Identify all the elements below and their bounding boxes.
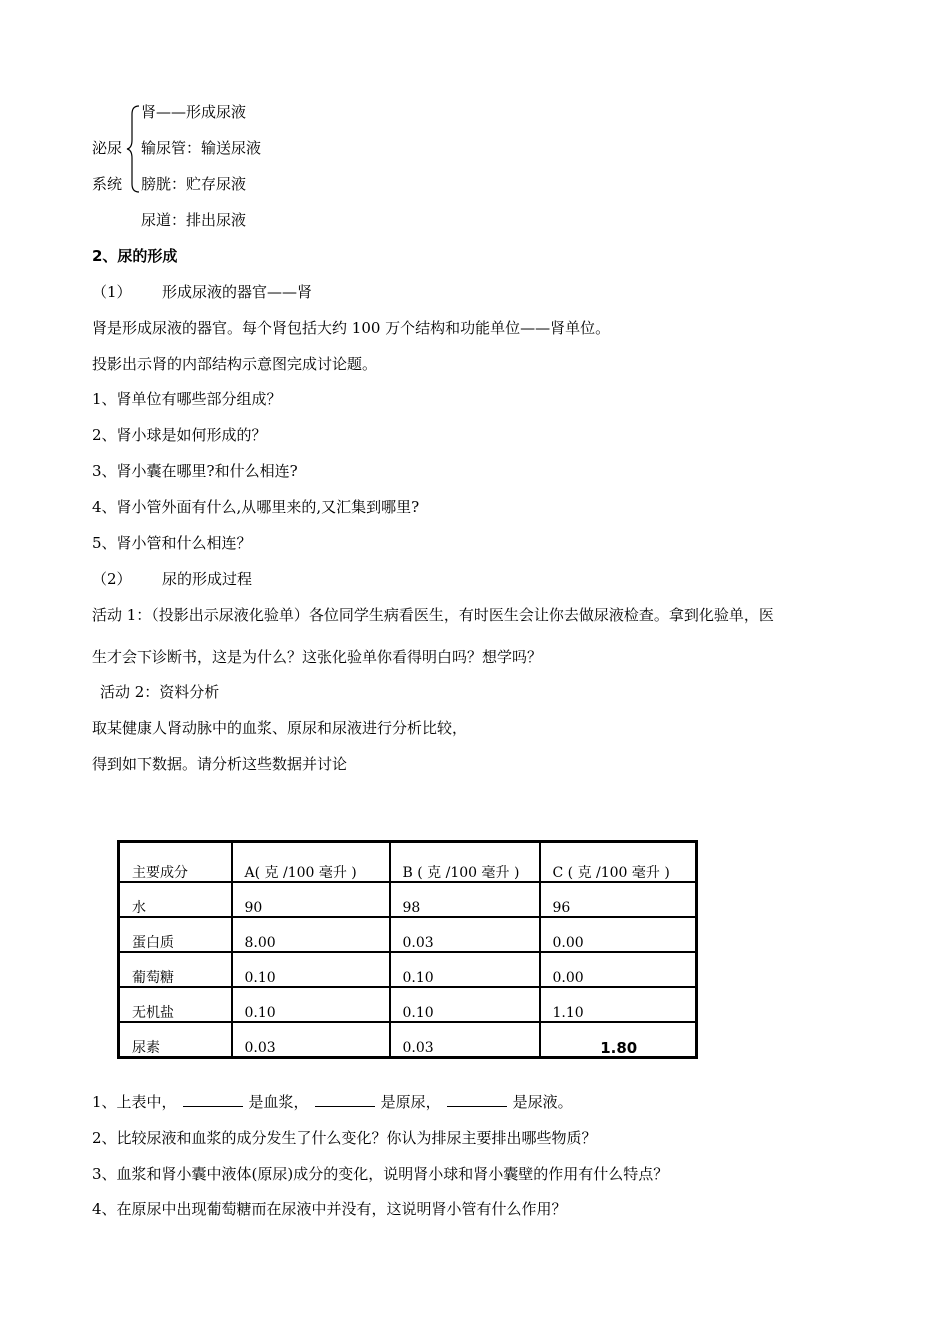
paragraph-projection: 投影出示肾的内部结构示意图完成讨论题。 [92, 355, 378, 373]
diagram-left-label-1: 泌尿 [92, 139, 123, 157]
curly-brace-icon [126, 104, 140, 194]
table-cell: 0.03 [232, 1022, 390, 1058]
table-cell: 尿素 [119, 1022, 232, 1058]
question-2: 2、肾小球是如何形成的？ [92, 426, 267, 444]
question-3: 3、肾小囊在哪里?和什么相连? [92, 462, 298, 480]
table-cell: 0.10 [232, 987, 390, 1022]
table-cell: 98 [390, 882, 540, 917]
diagram-left-label-2: 系统 [92, 175, 123, 193]
table-row [119, 952, 697, 987]
analysis-line-1: 取某健康人肾动脉中的血浆、原尿和尿液进行分析比较， [92, 719, 468, 737]
post-question-3: 3、血浆和肾小囊中液体(原尿)成分的变化，说明肾小球和肾小囊壁的作用有什么特点？ [92, 1165, 669, 1183]
table-cell: 葡萄糖 [119, 952, 232, 987]
table-cell-value: 1.80 [600, 1039, 638, 1057]
post-question-2: 2、比较尿液和血浆的成分发生了什么变化？你认为排尿主要排出哪些物质？ [92, 1129, 597, 1147]
table-cell: 90 [232, 882, 390, 917]
analysis-line-2: 得到如下数据。请分析这些数据并讨论 [92, 755, 348, 773]
table-cell: 蛋白质 [119, 917, 232, 952]
table-cell: 1.10 [540, 987, 697, 1022]
question-1: 1、肾单位有哪些部分组成？ [92, 390, 282, 408]
table-cell: 96 [540, 882, 697, 917]
table-cell: 无机盐 [119, 987, 232, 1022]
sub1-number: （1） [92, 283, 132, 301]
table-row [119, 1022, 697, 1058]
table-cell: 0.10 [390, 987, 540, 1022]
post-question-1-prefix: 1、上表中， [92, 1093, 177, 1111]
table-header-cell: B ( 克 /100 毫升 ) [390, 842, 540, 883]
sub1-title: 形成尿液的器官——肾 [162, 283, 313, 301]
post-question-1-a: 是血浆， [248, 1093, 309, 1111]
table-cell: 0.10 [232, 952, 390, 987]
table-cell: 0.03 [390, 917, 540, 952]
table-header-cell: A( 克 /100 毫升 ) [232, 842, 390, 883]
post-question-1-b: 是原尿， [380, 1093, 441, 1111]
table-cell: 0.00 [540, 952, 697, 987]
answer-blank-b [315, 1092, 375, 1107]
table-cell: 水 [119, 882, 232, 917]
diagram-item-kidney: 肾——形成尿液 [141, 103, 247, 121]
table-cell: 0.10 [390, 952, 540, 987]
table-header-cell: C ( 克 /100 毫升 ) [540, 842, 697, 883]
table-header-row [119, 842, 697, 883]
post-question-1-c: 是尿液。 [512, 1093, 573, 1111]
post-question-1 [92, 1092, 573, 1112]
table-cell [540, 1022, 697, 1058]
table-row [119, 917, 697, 952]
question-5: 5、肾小管和什么相连？ [92, 534, 252, 552]
question-4: 4、肾小管外面有什么,从哪里来的,又汇集到哪里? [92, 498, 420, 516]
section-heading: 2、尿的形成 [92, 247, 178, 265]
answer-blank-c [447, 1092, 507, 1107]
post-question-4: 4、在原尿中出现葡萄糖而在尿液中并没有，这说明肾小管有什么作用？ [92, 1200, 567, 1218]
table-row [119, 882, 697, 917]
sub2-number: （2） [92, 570, 132, 588]
activity1-line-1: 活动 1：（投影出示尿液化验单）各位同学生病看医生，有时医生会让你去做尿液检查。拿到化验单，医 [92, 606, 774, 624]
activity1-line-2: 生才会下诊断书，这是为什么？这张化验单你看得明白吗？想学吗？ [92, 648, 543, 666]
table-cell: 8.00 [232, 917, 390, 952]
diagram-item-bladder: 膀胱：贮存尿液 [141, 175, 247, 193]
activity2-title: 活动 2：资料分析 [100, 683, 220, 701]
diagram-item-urethra: 尿道：排出尿液 [141, 211, 247, 229]
diagram-item-ureter: 输尿管：输送尿液 [141, 139, 262, 157]
composition-table [117, 840, 698, 1059]
table-cell: 0.00 [540, 917, 697, 952]
table-header-cell: 主要成分 [119, 842, 232, 883]
sub2-title: 尿的形成过程 [162, 570, 253, 588]
table-cell: 0.03 [390, 1022, 540, 1058]
answer-blank-a [183, 1092, 243, 1107]
table-row [119, 987, 697, 1022]
paragraph-kidney: 肾是形成尿液的器官。每个肾包括大约 100 万个结构和功能单位——肾单位。 [92, 319, 611, 337]
